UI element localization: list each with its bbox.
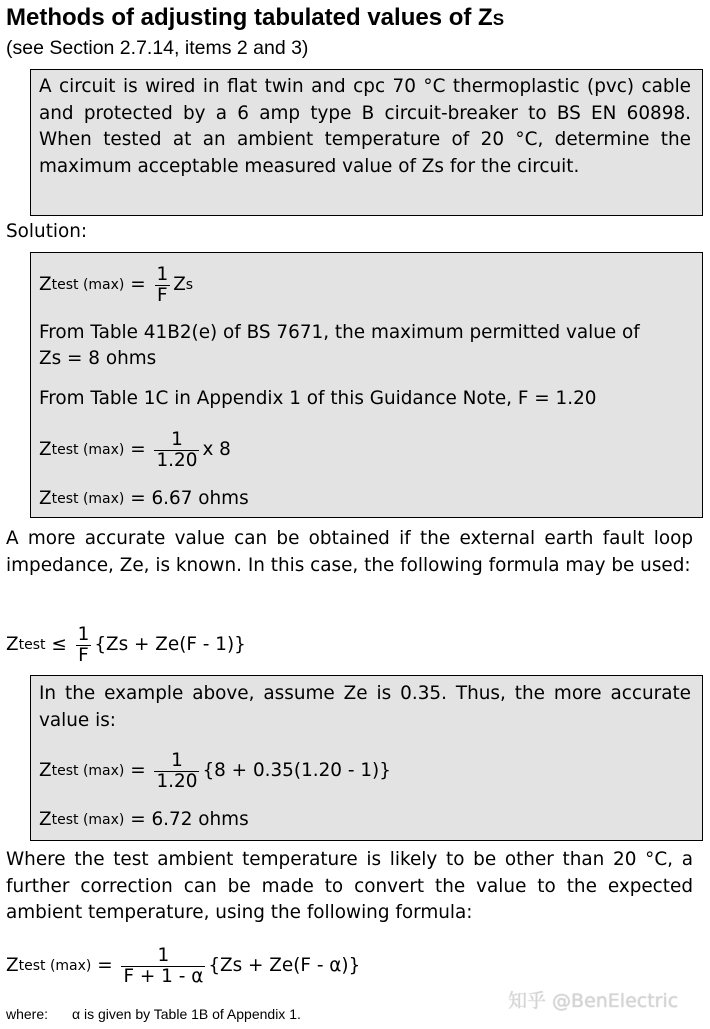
result-lhs: Z — [39, 488, 52, 509]
title-text: Methods of adjusting tabulated values of Z — [6, 4, 493, 31]
formula-equals: = — [124, 439, 152, 460]
section-reference: (see Section 2.7.14, items 2 and 3) — [6, 37, 309, 59]
fraction-denominator: 1.20 — [156, 449, 198, 471]
formula-lhs: Z — [39, 760, 52, 781]
formula-lhs: Z — [39, 439, 52, 460]
fraction-numerator: 1 — [171, 429, 183, 451]
table41-line1: From Table 41B2(e) of BS 7671, the maximum permitted value of — [39, 322, 640, 343]
page-title — [6, 3, 504, 35]
footnote — [6, 1006, 301, 1022]
formula-rhs: {8 + 0.35(1.20 - 1)} — [202, 760, 391, 781]
fraction — [154, 430, 199, 470]
footnote-text: α is given by Table 1B of Appendix 1. — [72, 1006, 301, 1022]
example2-box — [30, 675, 703, 841]
title-subscript: S — [492, 10, 505, 29]
formula-ztest-max: Z test (max) = $\frac{1}{F}$ Z s — [39, 264, 194, 306]
formula-rhs: Z — [173, 274, 186, 295]
formula-equals: = — [124, 274, 152, 295]
result-lhs: Z — [39, 809, 52, 830]
result-line: Z test (max) = 6.67 ohms — [39, 486, 249, 512]
formula-ztest-accurate: Z test (max) = $\frac{1}{1.20}$ {8 + 0.35(1.20 - 1)} — [39, 750, 391, 792]
fraction — [121, 946, 205, 986]
fraction-denominator: F — [157, 284, 168, 306]
fraction-denominator: 1.20 — [156, 770, 198, 792]
formula-equals: = — [124, 760, 152, 781]
formula-operator: ≤ — [45, 634, 73, 655]
ambient-paragraph: Where the test ambient temperature is likely to be other than 20 °C, a further correction can be made to convert the value to the expected ambient temperature, using the following formula: — [6, 849, 693, 924]
watermark: 知乎 @BenElectric — [508, 990, 679, 1012]
footnote-where: where: — [6, 1006, 49, 1022]
table41-line2: Zs = 8 ohms — [39, 348, 157, 369]
formula-ztest-calc: Z test (max) = $\frac{1}{1.20}$ x 8 — [39, 429, 231, 471]
fraction-numerator: 1 — [171, 750, 183, 772]
fraction-numerator: 1 — [156, 264, 169, 286]
fraction — [76, 625, 92, 665]
fraction-denominator: F + 1 - α — [123, 965, 204, 987]
formula-ztest-general: Z test ≤ $\frac{1}{F}$ {Zs + Ze(F - 1)} — [6, 624, 246, 666]
formula-rhs: {Zs + Ze(F - 1)} — [94, 634, 246, 655]
example-text: A circuit is wired in flat twin and cpc 70 °C thermoplastic (pvc) cable and protected by a 6 amp type B circuit-breaker to BS EN 60898. When tested at an ambient temperature of 20 °C, determine the maximum acceptable measured value of Zs for the circuit. — [39, 76, 691, 178]
fraction-numerator: 1 — [77, 624, 90, 646]
table1c-line: From Table 1C in Appendix 1 of this Guidance Note, F = 1.20 — [39, 388, 597, 409]
fraction-denominator: F — [78, 644, 89, 666]
solution-box — [30, 252, 703, 518]
formula-equals: = — [91, 955, 119, 976]
result-value: = 6.72 ohms — [124, 809, 249, 830]
formula-rhs: {Zs + Ze(F - α)} — [208, 955, 361, 976]
fraction-numerator: 1 — [157, 945, 170, 967]
fraction — [154, 751, 199, 791]
accurate-paragraph: A more accurate value can be obtained if the external earth fault loop impedance, Ze, is known. In this case, the following formula may be used: — [6, 528, 693, 576]
formula-ztest-ambient: Z test (max) = $\frac{1}{F + 1 - \alpha}$ {Zs + Ze(F - α)} — [6, 945, 361, 987]
solution-label: Solution: — [6, 221, 88, 242]
fraction — [154, 265, 170, 305]
formula-lhs: Z — [6, 955, 19, 976]
example-box — [30, 69, 703, 216]
result-value: = 6.67 ohms — [124, 488, 249, 509]
formula-lhs: Z — [6, 634, 19, 655]
example2-text: In the example above, assume Ze is 0.35. Thus, the more accurate value is: — [39, 683, 691, 731]
formula-rhs: x 8 — [202, 439, 231, 460]
result-line: Z test (max) = 6.72 ohms — [39, 807, 249, 833]
formula-lhs: Z — [39, 274, 52, 295]
